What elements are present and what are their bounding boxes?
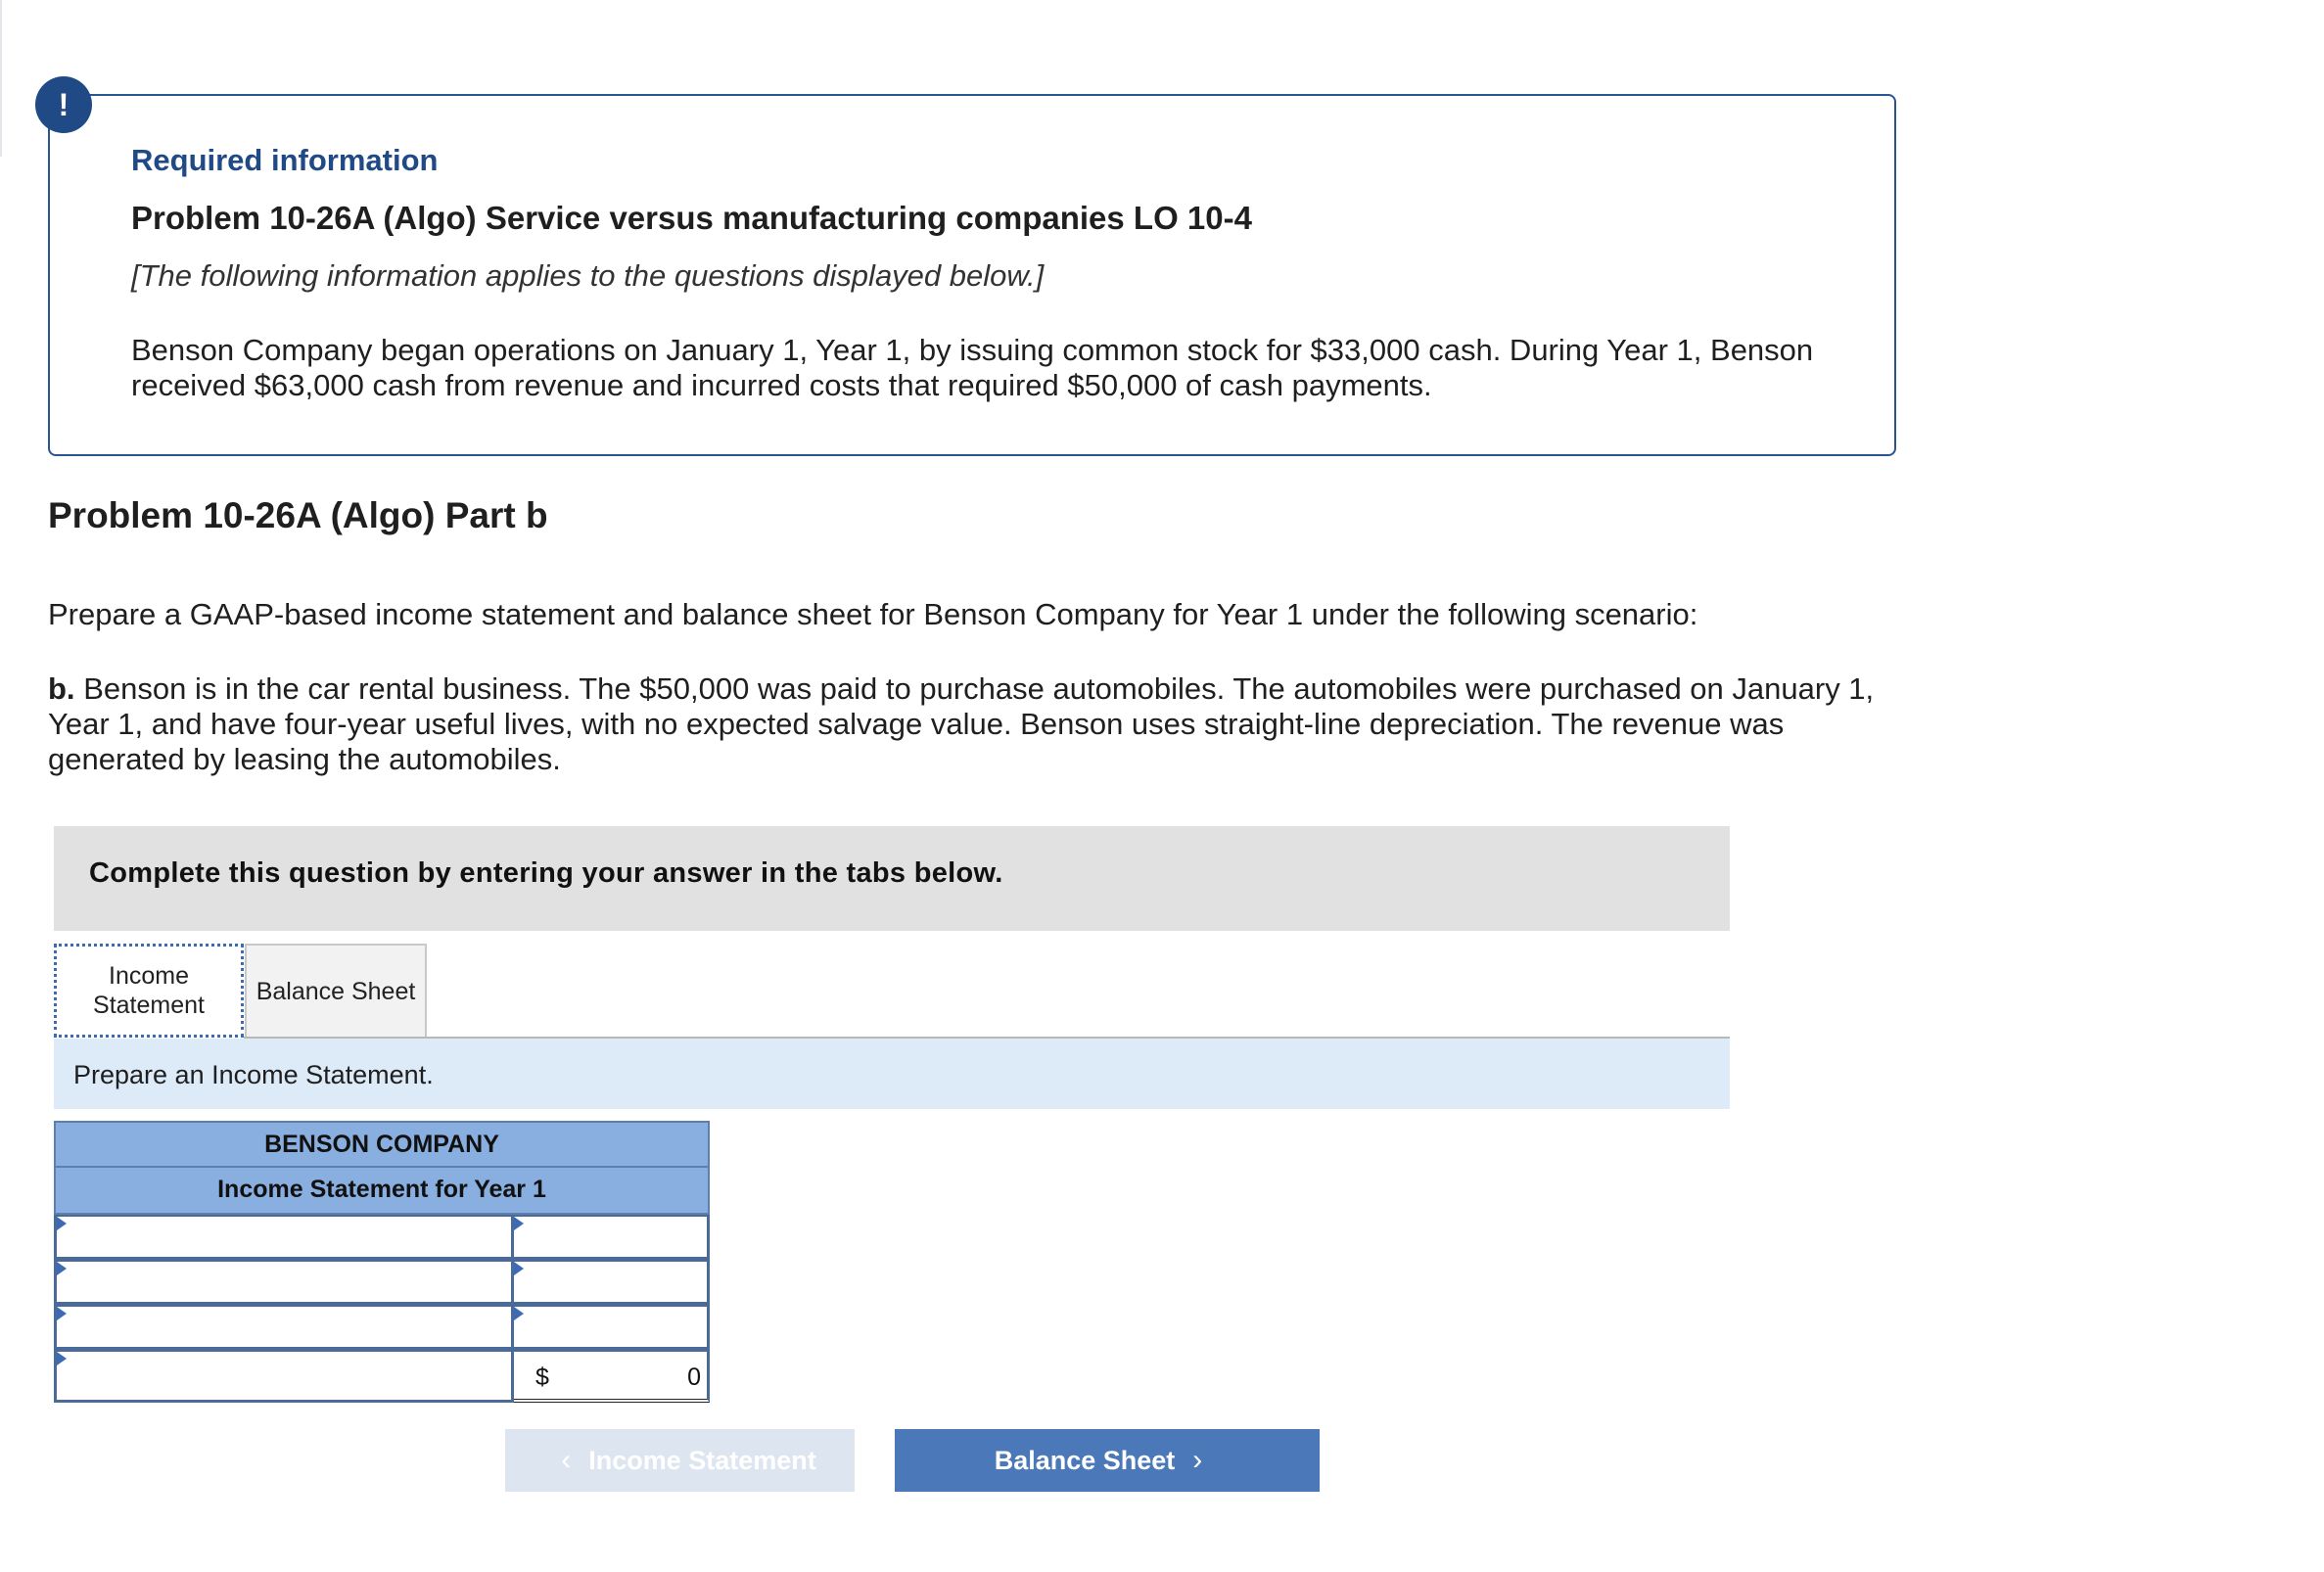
- next-button-label: Balance Sheet: [994, 1445, 1176, 1475]
- table-row-total: [54, 1350, 710, 1403]
- currency-symbol: $: [535, 1364, 549, 1391]
- dropdown-marker-icon: [57, 1262, 67, 1275]
- instructions-text: Complete this question by entering your answer in the tabs below.: [89, 857, 1003, 889]
- scenario-paragraph: [48, 671, 1918, 777]
- scenario-label: b.: [48, 671, 75, 706]
- company-name-header: BENSON COMPANY: [54, 1121, 710, 1168]
- next-balance-sheet-button[interactable]: [895, 1429, 1320, 1492]
- tab-income-statement-label: Income Statement: [93, 962, 205, 1019]
- account-input[interactable]: [54, 1305, 514, 1350]
- subheading-text: Prepare an Income Statement.: [73, 1060, 434, 1089]
- income-statement-table: [54, 1121, 710, 1403]
- dropdown-marker-icon: [57, 1307, 67, 1320]
- table-row: [54, 1260, 710, 1305]
- statement-title-header: Income Statement for Year 1: [54, 1168, 710, 1215]
- left-edge-divider: [0, 0, 2, 157]
- subheading-bar: [54, 1039, 1730, 1109]
- dropdown-marker-icon: [57, 1217, 67, 1230]
- amount-input[interactable]: [514, 1215, 710, 1260]
- tab-income-statement[interactable]: [54, 944, 244, 1038]
- required-info-label: Required information: [131, 143, 439, 177]
- dropdown-marker-icon: [514, 1262, 524, 1275]
- chevron-left-icon: ‹: [561, 1444, 572, 1476]
- total-value: 0: [687, 1364, 701, 1391]
- prev-income-statement-button[interactable]: [505, 1429, 855, 1492]
- account-input[interactable]: [54, 1215, 514, 1260]
- account-input[interactable]: [54, 1260, 514, 1305]
- dropdown-marker-icon: [57, 1352, 67, 1365]
- problem-heading: Problem 10-26A (Algo) Service versus manufacturing companies LO 10-4: [131, 200, 1252, 236]
- prev-button-label: Income Statement: [588, 1445, 816, 1475]
- alert-icon: !: [35, 76, 92, 133]
- dropdown-marker-icon: [514, 1307, 524, 1320]
- table-row: [54, 1215, 710, 1260]
- chevron-right-icon: ›: [1192, 1444, 1203, 1476]
- required-info-text: Benson Company began operations on January 1, Year 1, by issuing common stock for $33,000 cash. During Year 1, Benson received $63,000 cash from revenue and incurred costs that required $50,000 of cash payments.: [131, 333, 1814, 402]
- tab-balance-sheet[interactable]: [245, 944, 427, 1038]
- question-prompt: Prepare a GAAP-based income statement and balance sheet for Benson Company for Year 1 under the following scenario:: [48, 597, 1698, 631]
- info-note: [The following information applies to the questions displayed below.]: [131, 258, 1045, 293]
- part-title: Problem 10-26A (Algo) Part b: [48, 495, 548, 535]
- tab-balance-sheet-label: Balance Sheet: [256, 977, 416, 1005]
- total-label-input[interactable]: [54, 1350, 514, 1403]
- dropdown-marker-icon: [514, 1217, 524, 1230]
- total-amount: [514, 1350, 710, 1403]
- instructions-bar: [54, 826, 1730, 931]
- table-row: [54, 1305, 710, 1350]
- scenario-text: Benson is in the car rental business. The $50,000 was paid to purchase automobiles. The automobiles were purchased on January 1, Year 1, and have four-year useful lives, with no expected salvage value. Benson uses straight-line depreciation. The revenue was generated by leasing the automobiles.: [48, 671, 1875, 776]
- amount-input[interactable]: [514, 1305, 710, 1350]
- amount-input[interactable]: [514, 1260, 710, 1305]
